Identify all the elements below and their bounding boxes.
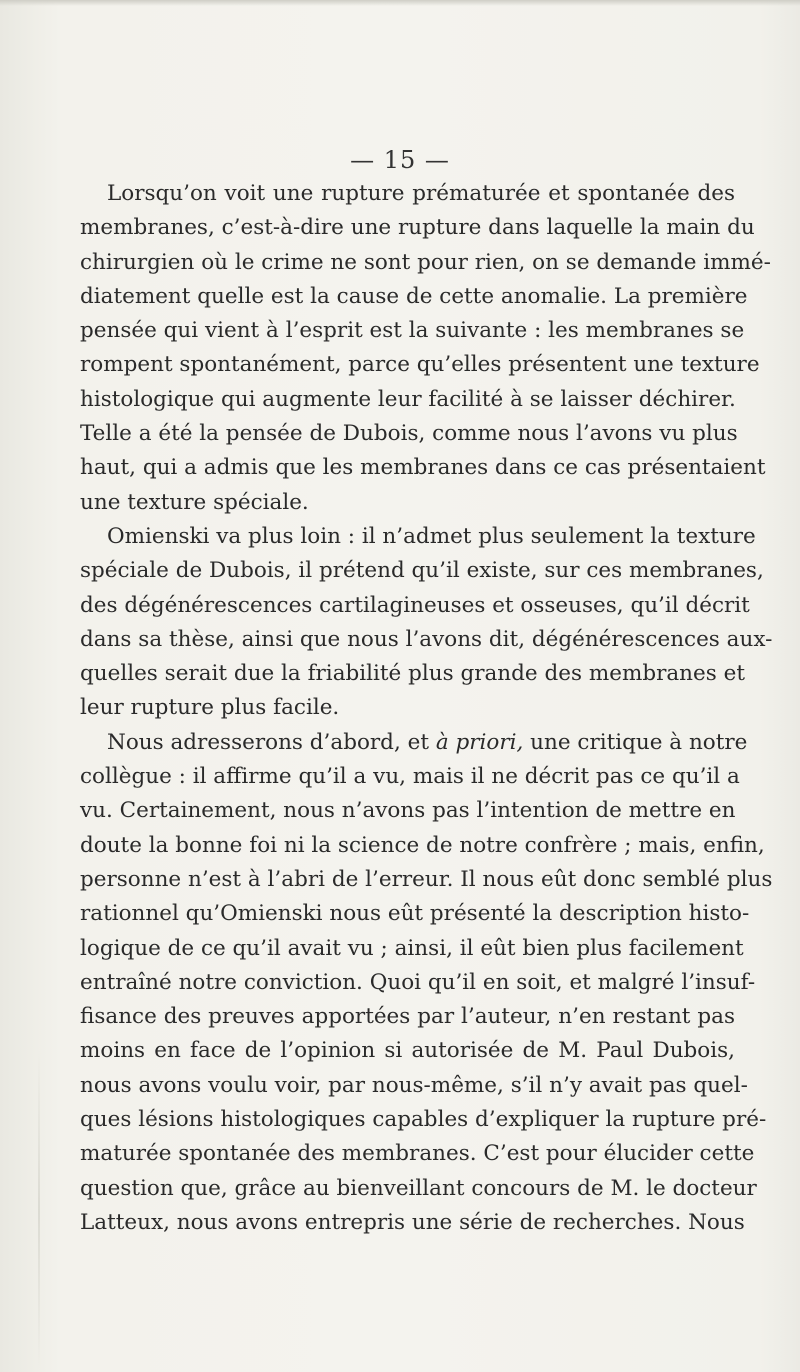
text-line: quelles serait due la friabilité plus grande des membranes et [80, 661, 745, 687]
text-line: moins en face de l’opinion si autorisée de M. Paul Dubois, [80, 1038, 735, 1064]
text-line: maturée spontanée des membranes. C’est pour élucider cette [80, 1141, 755, 1167]
text-line: spéciale de Dubois, il prétend qu’il existe, sur ces membranes, [80, 558, 764, 584]
text-line: diatement quelle est la cause de cette anomalie. La première [80, 283, 748, 309]
italic-phrase: à priori, [435, 729, 524, 755]
page-margin-shading [38, 1050, 40, 1370]
text-line: personne n’est à l’abri de l’erreur. Il nous eût donc semblé plus [80, 866, 773, 892]
text-line: des dégénérescences cartilagineuses et osseuses, qu’il décrit [80, 592, 750, 618]
text-line: Telle a été la pensée de Dubois, comme nous l’avons vu plus [80, 421, 738, 447]
text-line: membranes, c’est-à-dire une rupture dans laquelle la main du [80, 215, 755, 241]
page-top-shadow [0, 0, 800, 6]
text-line: histologique qui augmente leur facilité à se laisser déchirer. [80, 386, 736, 412]
text-line: haut, qui a admis que les membranes dans ce cas présentaient [80, 455, 766, 481]
text-line: dans sa thèse, ainsi que nous l’avons dit, dégénérescences aux- [80, 626, 773, 652]
text-line: doute la bonne foi ni la science de notre confrère ; mais, enfin, [80, 832, 765, 858]
text-segment: une critique à notre [523, 729, 748, 755]
text-line: nous avons voulu voir, par nous-même, s’il n’y avait pas quel- [80, 1072, 748, 1098]
text-line: Omienski va plus loin : il n’admet plus seulement la texture [107, 523, 756, 549]
text-line: rompent spontanément, parce qu’elles présentent une texture [80, 352, 760, 378]
text-line: logique de ce qu’il avait vu ; ainsi, il eût bien plus facilement [80, 935, 744, 961]
page-number: — 15 — [350, 146, 450, 174]
text-line: fisance des preuves apportées par l’auteur, n’en restant pas [80, 1004, 735, 1030]
text-line: ques lésions histologiques capables d’expliquer la rupture pré- [80, 1107, 767, 1133]
text-line: rationnel qu’Omienski nous eût présenté la description histo- [80, 901, 750, 927]
text-line: chirurgien où le crime ne sont pour rien, on se demande immé- [80, 249, 771, 275]
text-line [80, 726, 748, 760]
text-line: collègue : il affirme qu’il a vu, mais il ne décrit pas ce qu’il a [80, 764, 740, 790]
text-segment: Nous adresserons d’abord, et [107, 729, 436, 755]
text-line: une texture spéciale. [80, 489, 309, 515]
text-line: entraîné notre conviction. Quoi qu’il en soit, et malgré l’insuf- [80, 969, 756, 995]
text-line: Latteux, nous avons entrepris une série de recherches. Nous [80, 1209, 745, 1235]
text-line: pensée qui vient à l’esprit est la suivante : les membranes se [80, 318, 745, 344]
text-line: vu. Certainement, nous n’avons pas l’intention de mettre en [80, 798, 736, 824]
text-line: Lorsqu’on voit une rupture prématurée et spontanée des [107, 181, 735, 206]
text-line: question que, grâce au bienveillant concours de M. le docteur [80, 1175, 757, 1201]
body-text [80, 177, 773, 1240]
text-line: leur rupture plus facile. [80, 695, 340, 721]
